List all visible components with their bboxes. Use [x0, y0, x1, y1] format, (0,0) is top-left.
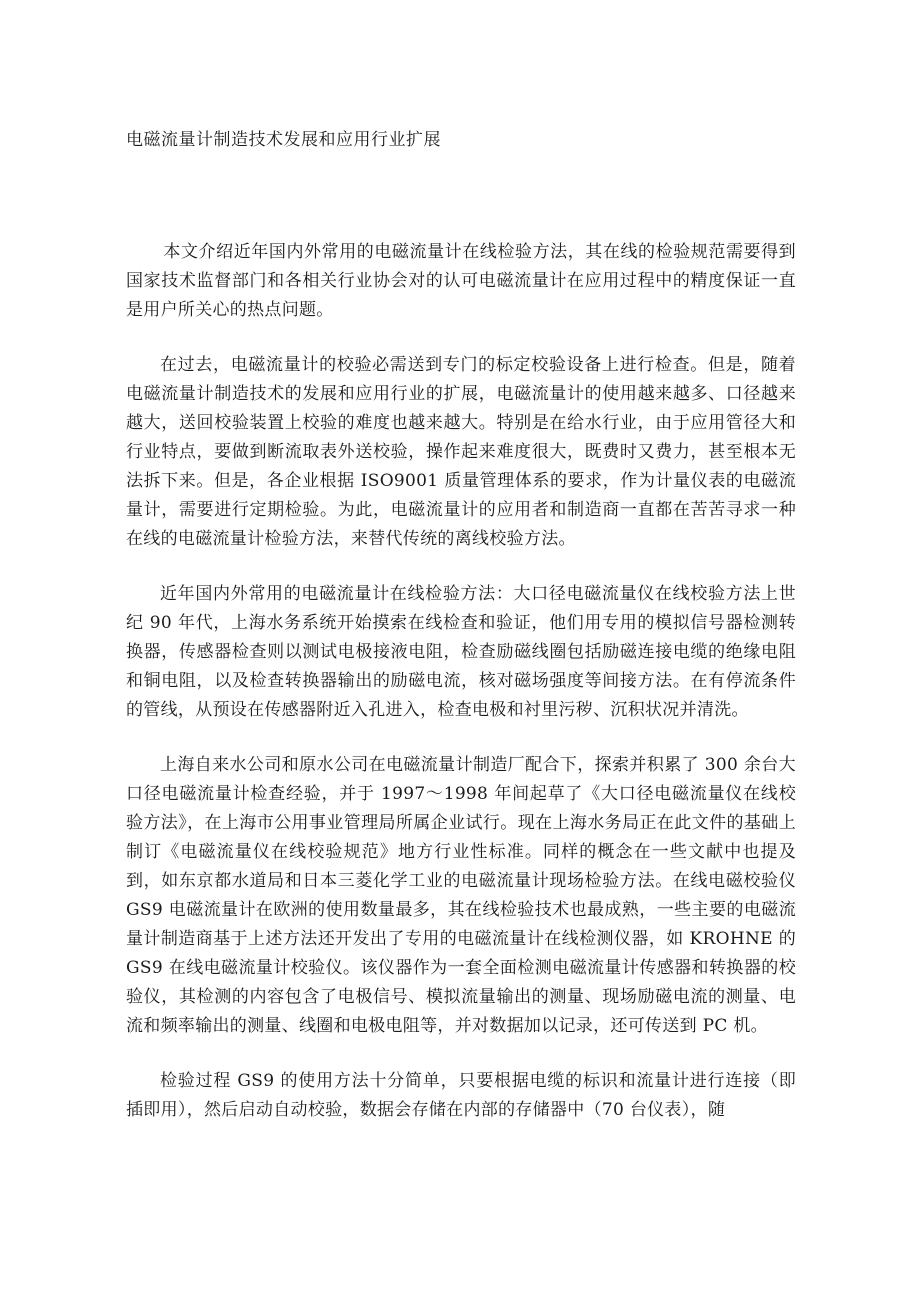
paragraph-gs9-procedure: 检验过程 GS9 的使用方法十分简单，只要根据电缆的标识和流量计进行连接（即插即用），然后启动自动校验，数据会存储在内部的存储器中（70 台仪表），随 [126, 1071, 796, 1120]
paragraph-background: 在过去，电磁流量计的校验必需送到专门的标定校验设备上进行检查。但是，随着电磁流量计制造技术的发展和应用行业的扩展，电磁流量计的使用越来越多、口径越来越大，送回校验装置上校验的难度也越来越大。特别是在给水行业，由于应用管径大和行业特点，要做到断流取表外送校验，操作起来难度很大，既费时又费力，甚至根本无法拆下来。但是，各企业根据 ISO9001 质量管理体系的要求，作为计量仪表的电磁流量计，需要进行定期检验。为此，电磁流量计的应用者和制造商一直都在苦苦寻求一种在线的电磁流量计检验方法，来替代传统的离线校验方法。 [126, 355, 796, 549]
document-body [126, 238, 796, 1125]
document-title: 电磁流量计制造技术发展和应用行业扩展 [126, 130, 441, 150]
paragraph-intro: 本文介绍近年国内外常用的电磁流量计在线检验方法，其在线的检验规范需要得到国家技术监督部门和各相关行业协会对的认可电磁流量计在应用过程中的精度保证一直是用户所关心的热点问题。 [126, 242, 796, 320]
paragraph-methods: 近年国内外常用的电磁流量计在线检验方法：大口径电磁流量仪在线校验方法上世纪 90 年代，上海水务系统开始摸索在线检查和验证，他们用专用的模拟信号器检测转换器，传感器检查则以测试电极接液电阻，检查励磁线圈包括励磁连接电缆的绝缘电阻和铜电阻，以及检查转换器输出的励磁电流，核对磁场强度等间接方法。在有停流条件的管线，从预设在传感器附近入孔进入，检查电极和衬里污秽、沉积状况并清洗。 [126, 584, 796, 720]
paragraph-shanghai-practice: 上海自来水公司和原水公司在电磁流量计制造厂配合下，探索并积累了 300 余台大口径电磁流量计检查经验，并于 1997～1998 年间起草了《大口径电磁流量仪在线校验方法》，在上海市公用事业管理局所属企业试行。现在上海水务局正在此文件的基础上制订《电磁流量仪在线校验规范》地方行业性标准。同样的概念在一些文献中也提及到，如东京都水道局和日本三菱化学工业的电磁流量计现场检验方法。在线电磁校验仪 GS9 电磁流量计在欧洲的使用数量最多，其在线检验技术也最成熟，一些主要的电磁流量计制造商基于上述方法还开发出了专用的电磁流量计在线检测仪器，如 KROHNE 的 GS9 在线电磁流量计校验仪。该仪器作为一套全面检测电磁流量计传感器和转换器的校验仪，其检测的内容包含了电极信号、模拟流量输出的测量、现场励磁电流的测量、电流和频率输出的测量、线圈和电极电阻等，并对数据加以记录，还可传送到 PC 机。 [126, 755, 796, 1036]
